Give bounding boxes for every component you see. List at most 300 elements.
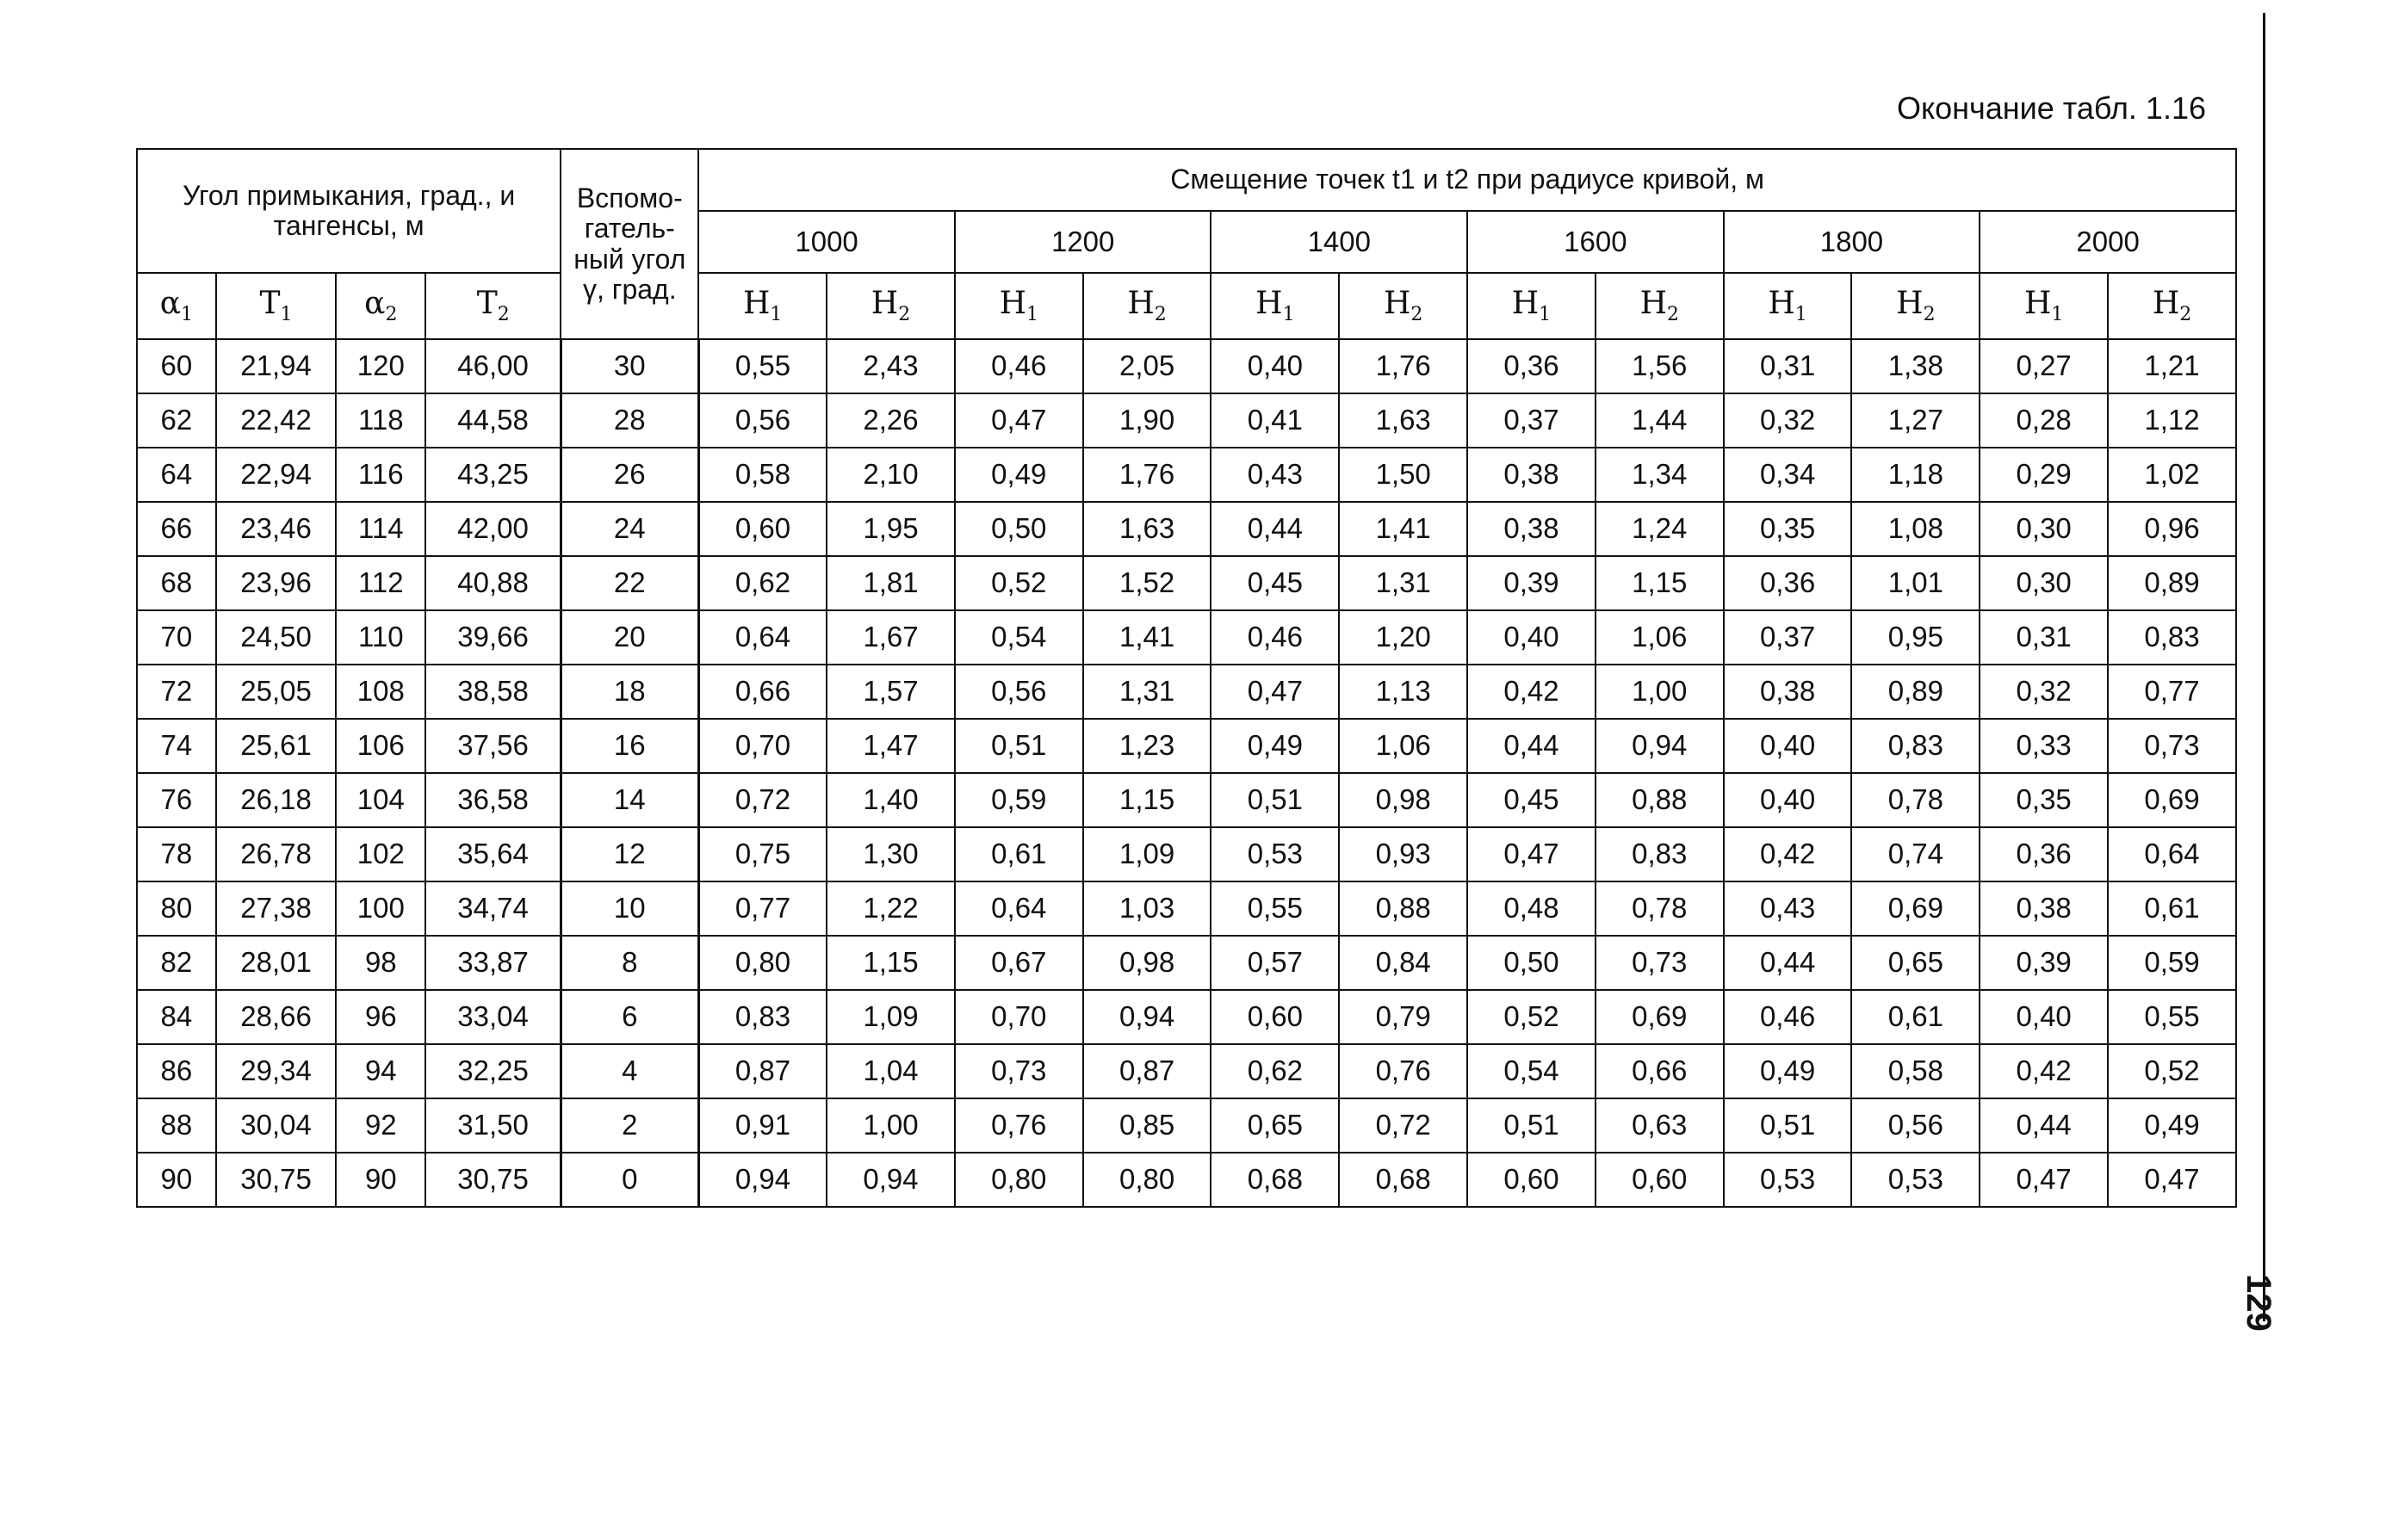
table-cell: 0,78: [1851, 773, 1980, 827]
table-cell: 25,61: [216, 719, 337, 773]
table-cell: 78: [137, 827, 216, 881]
table-row: [137, 339, 2236, 393]
table-cell: 1,01: [1851, 556, 1980, 610]
table-cell: 0,52: [2108, 1044, 2236, 1098]
table-cell: 0,30: [1980, 502, 2108, 556]
table-cell: 0,56: [698, 393, 827, 448]
table-cell: 28: [561, 393, 698, 448]
column-symbol-header: [336, 273, 425, 339]
table-cell: 25,05: [216, 665, 337, 719]
table-cell: 0,45: [1467, 773, 1596, 827]
table-cell: 1,76: [1083, 448, 1211, 502]
page-number: 129: [2240, 1274, 2277, 1332]
table-cell: 0,47: [1211, 665, 1339, 719]
table-cell: 1,44: [1596, 393, 1724, 448]
table-cell: 1,13: [1339, 665, 1467, 719]
table-cell: 8: [561, 936, 698, 990]
symbol-letter: H: [1255, 285, 1283, 321]
table-cell: 0,89: [1851, 665, 1980, 719]
table-cell: 0,32: [1980, 665, 2108, 719]
table-cell: 0,85: [1083, 1098, 1211, 1153]
table-cell: 0,36: [1724, 556, 1852, 610]
table-cell: 29,34: [216, 1044, 337, 1098]
symbol-letter: T: [259, 285, 281, 321]
table-cell: 37,56: [425, 719, 561, 773]
table-cell: 1,06: [1339, 719, 1467, 773]
table-cell: 0,50: [955, 502, 1083, 556]
table-cell: 0,27: [1980, 339, 2108, 393]
table-row: [137, 1098, 2236, 1153]
radius-header: 1600: [1467, 211, 1724, 273]
table-cell: 1,50: [1339, 448, 1467, 502]
table-cell: 86: [137, 1044, 216, 1098]
table-cell: 0,33: [1980, 719, 2108, 773]
symbol-subscript: 2: [898, 304, 911, 325]
table-cell: 116: [336, 448, 425, 502]
table-cell: 24,50: [216, 610, 337, 665]
column-symbol-header: [425, 273, 561, 339]
table-cell: 0,98: [1083, 936, 1211, 990]
table-cell: 0,77: [2108, 665, 2236, 719]
table-cell: 72: [137, 665, 216, 719]
table-cell: 76: [137, 773, 216, 827]
table-row: [137, 665, 2236, 719]
table-row: [137, 936, 2236, 990]
table-cell: 0,60: [698, 502, 827, 556]
table-cell: 0,54: [1467, 1044, 1596, 1098]
table-cell: 1,04: [827, 1044, 955, 1098]
table-cell: 26,18: [216, 773, 337, 827]
symbol-letter: H: [2023, 285, 2052, 321]
table-cell: 0,84: [1339, 936, 1467, 990]
radius-header: 2000: [1980, 211, 2236, 273]
table-cell: 0,63: [1596, 1098, 1724, 1153]
table-cell: 39,66: [425, 610, 561, 665]
table-cell: 0,40: [1467, 610, 1596, 665]
column-symbol-header: [216, 273, 337, 339]
symbol-subscript: 2: [385, 304, 398, 325]
table-cell: 0,98: [1339, 773, 1467, 827]
table-cell: 0,34: [1724, 448, 1852, 502]
table-cell: 108: [336, 665, 425, 719]
table-cell: 2: [561, 1098, 698, 1153]
symbol-letter: α: [364, 285, 386, 321]
table-cell: 92: [336, 1098, 425, 1153]
table-cell: 0,65: [1211, 1098, 1339, 1153]
table-cell: 1,31: [1339, 556, 1467, 610]
table-cell: 0,53: [1851, 1153, 1980, 1207]
table-cell: 0,45: [1211, 556, 1339, 610]
table-cell: 0,94: [1596, 719, 1724, 773]
symbol-letter: H: [1768, 285, 1795, 321]
table-cell: 0,58: [1851, 1044, 1980, 1098]
table-cell: 0,43: [1724, 881, 1852, 936]
data-table: [136, 148, 2237, 1208]
table-cell: 0,59: [955, 773, 1083, 827]
symbol-subscript: 2: [1154, 304, 1167, 325]
table-cell: 0,58: [698, 448, 827, 502]
table-cell: 1,76: [1339, 339, 1467, 393]
table-cell: 0,36: [1980, 827, 2108, 881]
table-row: [137, 1044, 2236, 1098]
table-cell: 0,35: [1980, 773, 2108, 827]
table-cell: 22,42: [216, 393, 337, 448]
table-cell: 0,47: [955, 393, 1083, 448]
h-column-header: [698, 273, 827, 339]
table-cell: 2,10: [827, 448, 955, 502]
table-cell: 0,95: [1851, 610, 1980, 665]
table-cell: 0,39: [1467, 556, 1596, 610]
table-cell: 0,69: [1596, 990, 1724, 1044]
table-cell: 0,53: [1724, 1153, 1852, 1207]
table-cell: 4: [561, 1044, 698, 1098]
table-cell: 0,41: [1211, 393, 1339, 448]
table-cell: 0,49: [1724, 1044, 1852, 1098]
h-column-header: [1083, 273, 1211, 339]
table-cell: 23,96: [216, 556, 337, 610]
table-cell: 0,68: [1339, 1153, 1467, 1207]
table-cell: 26: [561, 448, 698, 502]
table-cell: 0,94: [1083, 990, 1211, 1044]
table-cell: 1,63: [1339, 393, 1467, 448]
table-cell: 1,20: [1339, 610, 1467, 665]
table-cell: 0,49: [1211, 719, 1339, 773]
table-cell: 0,87: [1083, 1044, 1211, 1098]
table-cell: 36,58: [425, 773, 561, 827]
table-cell: 46,00: [425, 339, 561, 393]
h-column-header: [955, 273, 1083, 339]
table-cell: 0,72: [698, 773, 827, 827]
symbol-letter: α: [159, 285, 182, 321]
radius-header: 1400: [1211, 211, 1467, 273]
table-cell: 0,35: [1724, 502, 1852, 556]
table-row: [137, 773, 2236, 827]
table-cell: 1,40: [827, 773, 955, 827]
table-cell: 84: [137, 990, 216, 1044]
table-cell: 0,51: [1211, 773, 1339, 827]
symbol-subscript: 1: [181, 304, 194, 325]
table-cell: 43,25: [425, 448, 561, 502]
table-cell: 0,48: [1467, 881, 1596, 936]
symbol-subscript: 2: [1923, 304, 1936, 325]
symbol-row: [137, 273, 2236, 339]
table-cell: 100: [336, 881, 425, 936]
table-cell: 0,66: [1596, 1044, 1724, 1098]
table-cell: 23,46: [216, 502, 337, 556]
symbol-subscript: 1: [1282, 304, 1295, 325]
table-cell: 0,88: [1339, 881, 1467, 936]
table-cell: 74: [137, 719, 216, 773]
table-cell: 0,69: [1851, 881, 1980, 936]
table-cell: 0,46: [1724, 990, 1852, 1044]
table-cell: 0: [561, 1153, 698, 1207]
table-cell: 6: [561, 990, 698, 1044]
table-cell: 0,74: [1851, 827, 1980, 881]
table-cell: 21,94: [216, 339, 337, 393]
table-cell: 90: [137, 1153, 216, 1207]
table-cell: 0,69: [2108, 773, 2236, 827]
table-cell: 0,29: [1980, 448, 2108, 502]
table-cell: 27,38: [216, 881, 337, 936]
table-cell: 96: [336, 990, 425, 1044]
table-cell: 0,40: [1211, 339, 1339, 393]
table-cell: 0,38: [1467, 502, 1596, 556]
table-cell: 16: [561, 719, 698, 773]
table-caption: Окончание табл. 1.16: [1896, 90, 2206, 126]
table-cell: 0,31: [1724, 339, 1852, 393]
table-cell: 114: [336, 502, 425, 556]
symbol-subscript: 1: [280, 304, 293, 325]
table-cell: 0,62: [1211, 1044, 1339, 1098]
table-cell: 1,34: [1596, 448, 1724, 502]
table-cell: 1,03: [1083, 881, 1211, 936]
table-cell: 68: [137, 556, 216, 610]
table-cell: 0,37: [1724, 610, 1852, 665]
table-cell: 34,74: [425, 881, 561, 936]
table-row: [137, 1153, 2236, 1207]
symbol-letter: T: [476, 285, 498, 321]
table-cell: 0,56: [955, 665, 1083, 719]
table-row: [137, 881, 2236, 936]
table-cell: 0,44: [1467, 719, 1596, 773]
table-cell: 1,00: [1596, 665, 1724, 719]
table-cell: 1,23: [1083, 719, 1211, 773]
table-cell: 0,55: [2108, 990, 2236, 1044]
table-cell: 0,28: [1980, 393, 2108, 448]
table-cell: 0,49: [2108, 1098, 2236, 1153]
table-cell: 2,26: [827, 393, 955, 448]
table-row: [137, 556, 2236, 610]
table-cell: 0,60: [1467, 1153, 1596, 1207]
angle-group-header: Угол примыкания, град., и тангенсы, м: [137, 149, 561, 273]
table-cell: 0,64: [955, 881, 1083, 936]
table-row: [137, 719, 2236, 773]
table-cell: 0,62: [698, 556, 827, 610]
h-column-header: [1339, 273, 1467, 339]
table-cell: 32,25: [425, 1044, 561, 1098]
table-cell: 18: [561, 665, 698, 719]
table-cell: 112: [336, 556, 425, 610]
table-row: [137, 393, 2236, 448]
table-cell: 0,42: [1724, 827, 1852, 881]
table-cell: 0,59: [2108, 936, 2236, 990]
table-cell: 0,47: [2108, 1153, 2236, 1207]
table-cell: 1,09: [1083, 827, 1211, 881]
table-cell: 1,57: [827, 665, 955, 719]
symbol-subscript: 2: [1666, 304, 1679, 325]
table-cell: 0,44: [1211, 502, 1339, 556]
table-cell: 0,40: [1724, 719, 1852, 773]
table-cell: 0,89: [2108, 556, 2236, 610]
table-cell: 0,51: [1467, 1098, 1596, 1153]
table-cell: 0,94: [827, 1153, 955, 1207]
table-cell: 98: [336, 936, 425, 990]
symbol-letter: H: [1127, 285, 1155, 321]
table-cell: 0,38: [1467, 448, 1596, 502]
symbol-letter: H: [742, 285, 771, 321]
table-cell: 1,81: [827, 556, 955, 610]
table-cell: 1,09: [827, 990, 955, 1044]
table-cell: 66: [137, 502, 216, 556]
table-cell: 110: [336, 610, 425, 665]
table-cell: 0,44: [1980, 1098, 2108, 1153]
table-cell: 0,40: [1724, 773, 1852, 827]
table-cell: 0,30: [1980, 556, 2108, 610]
h-column-header: [1980, 273, 2108, 339]
table-cell: 0,46: [955, 339, 1083, 393]
table-cell: 38,58: [425, 665, 561, 719]
table-cell: 0,87: [698, 1044, 827, 1098]
table-cell: 44,58: [425, 393, 561, 448]
table-cell: 106: [336, 719, 425, 773]
table-cell: 64: [137, 448, 216, 502]
radius-header: 1200: [955, 211, 1211, 273]
table-cell: 94: [336, 1044, 425, 1098]
table-cell: 0,54: [955, 610, 1083, 665]
table-cell: 0,40: [1980, 990, 2108, 1044]
table-cell: 70: [137, 610, 216, 665]
table-cell: 1,31: [1083, 665, 1211, 719]
table-cell: 22,94: [216, 448, 337, 502]
table-cell: 88: [137, 1098, 216, 1153]
table-cell: 0,65: [1851, 936, 1980, 990]
symbol-subscript: 1: [1026, 304, 1038, 325]
symbol-letter: H: [999, 285, 1026, 321]
table-cell: 0,61: [955, 827, 1083, 881]
h-column-header: [1724, 273, 1852, 339]
table-cell: 33,87: [425, 936, 561, 990]
table-cell: 82: [137, 936, 216, 990]
table-cell: 0,43: [1211, 448, 1339, 502]
h-column-header: [827, 273, 955, 339]
offset-group-header: Смещение точек t1 и t2 при радиусе кривой, м: [698, 149, 2236, 211]
table-cell: 0,36: [1467, 339, 1596, 393]
table-cell: 0,70: [955, 990, 1083, 1044]
table-cell: 0,60: [1211, 990, 1339, 1044]
table-row: [137, 448, 2236, 502]
table-row: [137, 502, 2236, 556]
table-cell: 0,78: [1596, 881, 1724, 936]
symbol-subscript: 1: [1539, 304, 1552, 325]
radius-header: 1000: [698, 211, 955, 273]
table-cell: 0,38: [1980, 881, 2108, 936]
table-cell: 1,22: [827, 881, 955, 936]
table-cell: 1,06: [1596, 610, 1724, 665]
column-symbol-header: [137, 273, 216, 339]
table-cell: 1,12: [2108, 393, 2236, 448]
symbol-letter: H: [1511, 285, 1540, 321]
table-cell: 0,42: [1467, 665, 1596, 719]
table-cell: 1,08: [1851, 502, 1980, 556]
table-cell: 0,96: [2108, 502, 2236, 556]
table-cell: 1,47: [827, 719, 955, 773]
h-column-header: [1851, 273, 1980, 339]
table-cell: 1,63: [1083, 502, 1211, 556]
table-cell: 0,80: [955, 1153, 1083, 1207]
table-cell: 0,91: [698, 1098, 827, 1153]
table-cell: 0,61: [2108, 881, 2236, 936]
table-cell: 22: [561, 556, 698, 610]
table-cell: 0,73: [2108, 719, 2236, 773]
table-cell: 0,38: [1724, 665, 1852, 719]
table-cell: 0,79: [1339, 990, 1467, 1044]
table-cell: 0,66: [698, 665, 827, 719]
table-cell: 1,02: [2108, 448, 2236, 502]
table-cell: 1,21: [2108, 339, 2236, 393]
table-cell: 90: [336, 1153, 425, 1207]
table-cell: 14: [561, 773, 698, 827]
table-cell: 0,83: [2108, 610, 2236, 665]
table-cell: 0,76: [1339, 1044, 1467, 1098]
table-cell: 0,72: [1339, 1098, 1467, 1153]
table-cell: 28,66: [216, 990, 337, 1044]
table-cell: 0,47: [1467, 827, 1596, 881]
symbol-subscript: 2: [497, 304, 510, 325]
symbol-subscript: 2: [1410, 304, 1423, 325]
table-cell: 2,43: [827, 339, 955, 393]
table-body: [137, 339, 2236, 1207]
table-cell: 0,52: [1467, 990, 1596, 1044]
table-cell: 1,67: [827, 610, 955, 665]
aux-angle-header: Вспомо-гатель-ный угол γ, град.: [561, 149, 698, 339]
table-cell: 30: [561, 339, 698, 393]
table-header: [137, 149, 2236, 339]
table-cell: 0,57: [1211, 936, 1339, 990]
table-cell: 2,05: [1083, 339, 1211, 393]
table-cell: 10: [561, 881, 698, 936]
table-cell: 1,95: [827, 502, 955, 556]
table-cell: 1,41: [1339, 502, 1467, 556]
table-cell: 118: [336, 393, 425, 448]
table-cell: 1,24: [1596, 502, 1724, 556]
table-row: [137, 990, 2236, 1044]
table-row: [137, 610, 2236, 665]
page-margin-line: [2263, 13, 2265, 1321]
table-cell: 120: [336, 339, 425, 393]
table-cell: 30,75: [216, 1153, 337, 1207]
table-cell: 33,04: [425, 990, 561, 1044]
table-cell: 0,73: [1596, 936, 1724, 990]
table-cell: 40,88: [425, 556, 561, 610]
table-cell: 30,75: [425, 1153, 561, 1207]
table-cell: 0,50: [1467, 936, 1596, 990]
table-cell: 30,04: [216, 1098, 337, 1153]
table-cell: 1,18: [1851, 448, 1980, 502]
h-column-header: [2108, 273, 2236, 339]
table-cell: 12: [561, 827, 698, 881]
table-cell: 80: [137, 881, 216, 936]
table-cell: 0,49: [955, 448, 1083, 502]
table-cell: 0,61: [1851, 990, 1980, 1044]
table-cell: 0,56: [1851, 1098, 1980, 1153]
table-cell: 1,15: [827, 936, 955, 990]
table-cell: 0,64: [698, 610, 827, 665]
table-cell: 62: [137, 393, 216, 448]
table-cell: 1,56: [1596, 339, 1724, 393]
table-cell: 104: [336, 773, 425, 827]
table-cell: 0,75: [698, 827, 827, 881]
table-cell: 0,77: [698, 881, 827, 936]
table-cell: 26,78: [216, 827, 337, 881]
table-cell: 1,00: [827, 1098, 955, 1153]
symbol-subscript: 1: [2051, 304, 2064, 325]
table-cell: 0,67: [955, 936, 1083, 990]
table-cell: 0,37: [1467, 393, 1596, 448]
table-cell: 1,15: [1083, 773, 1211, 827]
h-column-header: [1596, 273, 1724, 339]
symbol-letter: H: [871, 285, 899, 321]
symbol-subscript: 1: [1794, 304, 1807, 325]
